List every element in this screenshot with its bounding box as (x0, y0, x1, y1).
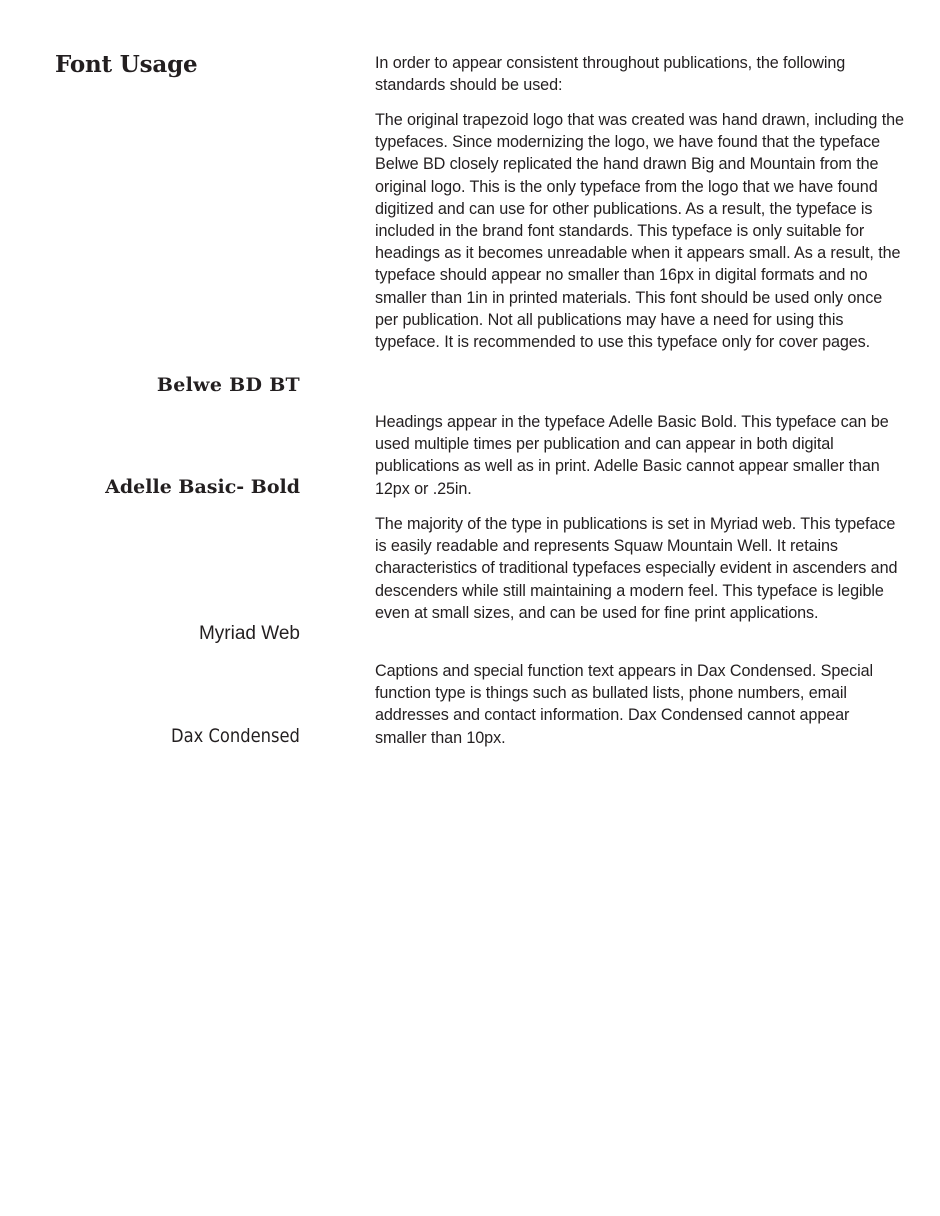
font-label-adelle: Adelle Basic- Bold (105, 476, 300, 498)
font-label-myriad: Myriad Web (198, 623, 300, 644)
belwe-description: The original trapezoid logo that was created was hand drawn, including the typefaces. Since modernizing the logo, we have found that the typeface Belwe BD closely replicated the hand drawn Big and Mountain from the original logo. This is the only typeface from the logo that we have found digitized and can use for other publications. As a result, the typeface is included in the brand font standards. This typeface is only suitable for headings as it becomes unreadable when it appears small. As a result, the typeface should appear no smaller than 16px in digital formats and no smaller than 1in in printed materials. This font should be used only once per publication. Not all publications may have a need for using this typeface. It is recommended to use this typeface only for cover pages. (375, 111, 904, 352)
page-title: Font Usage (55, 51, 198, 78)
myriad-description: The majority of the type in publications is set in Myriad web. This typeface is easily readable and represents Squaw Mountain Well. It retains characteristics of traditional typefaces especially evident in ascenders and descenders while still maintaining a modern feel. This typeface is legible even at small sizes, and can be used for fine print applications. (375, 515, 898, 622)
intro-paragraph: In order to appear consistent throughout publications, the following standards should be used: (375, 54, 846, 95)
font-label-belwe: Belwe BD BT (156, 374, 300, 396)
dax-description: Captions and special function text appears in Dax Condensed. Special function type is things such as bullated lists, phone numbers, email addresses and contact information. Dax Condensed cannot appear smaller than 10px. (375, 662, 874, 747)
font-label-dax: Dax Condensed (171, 725, 300, 747)
adelle-description: Headings appear in the typeface Adelle Basic Bold. This typeface can be used multiple times per publication and can appear in both digital publications as well as in print. Adelle Basic cannot appear smaller than 12px or .25in. (375, 413, 889, 498)
